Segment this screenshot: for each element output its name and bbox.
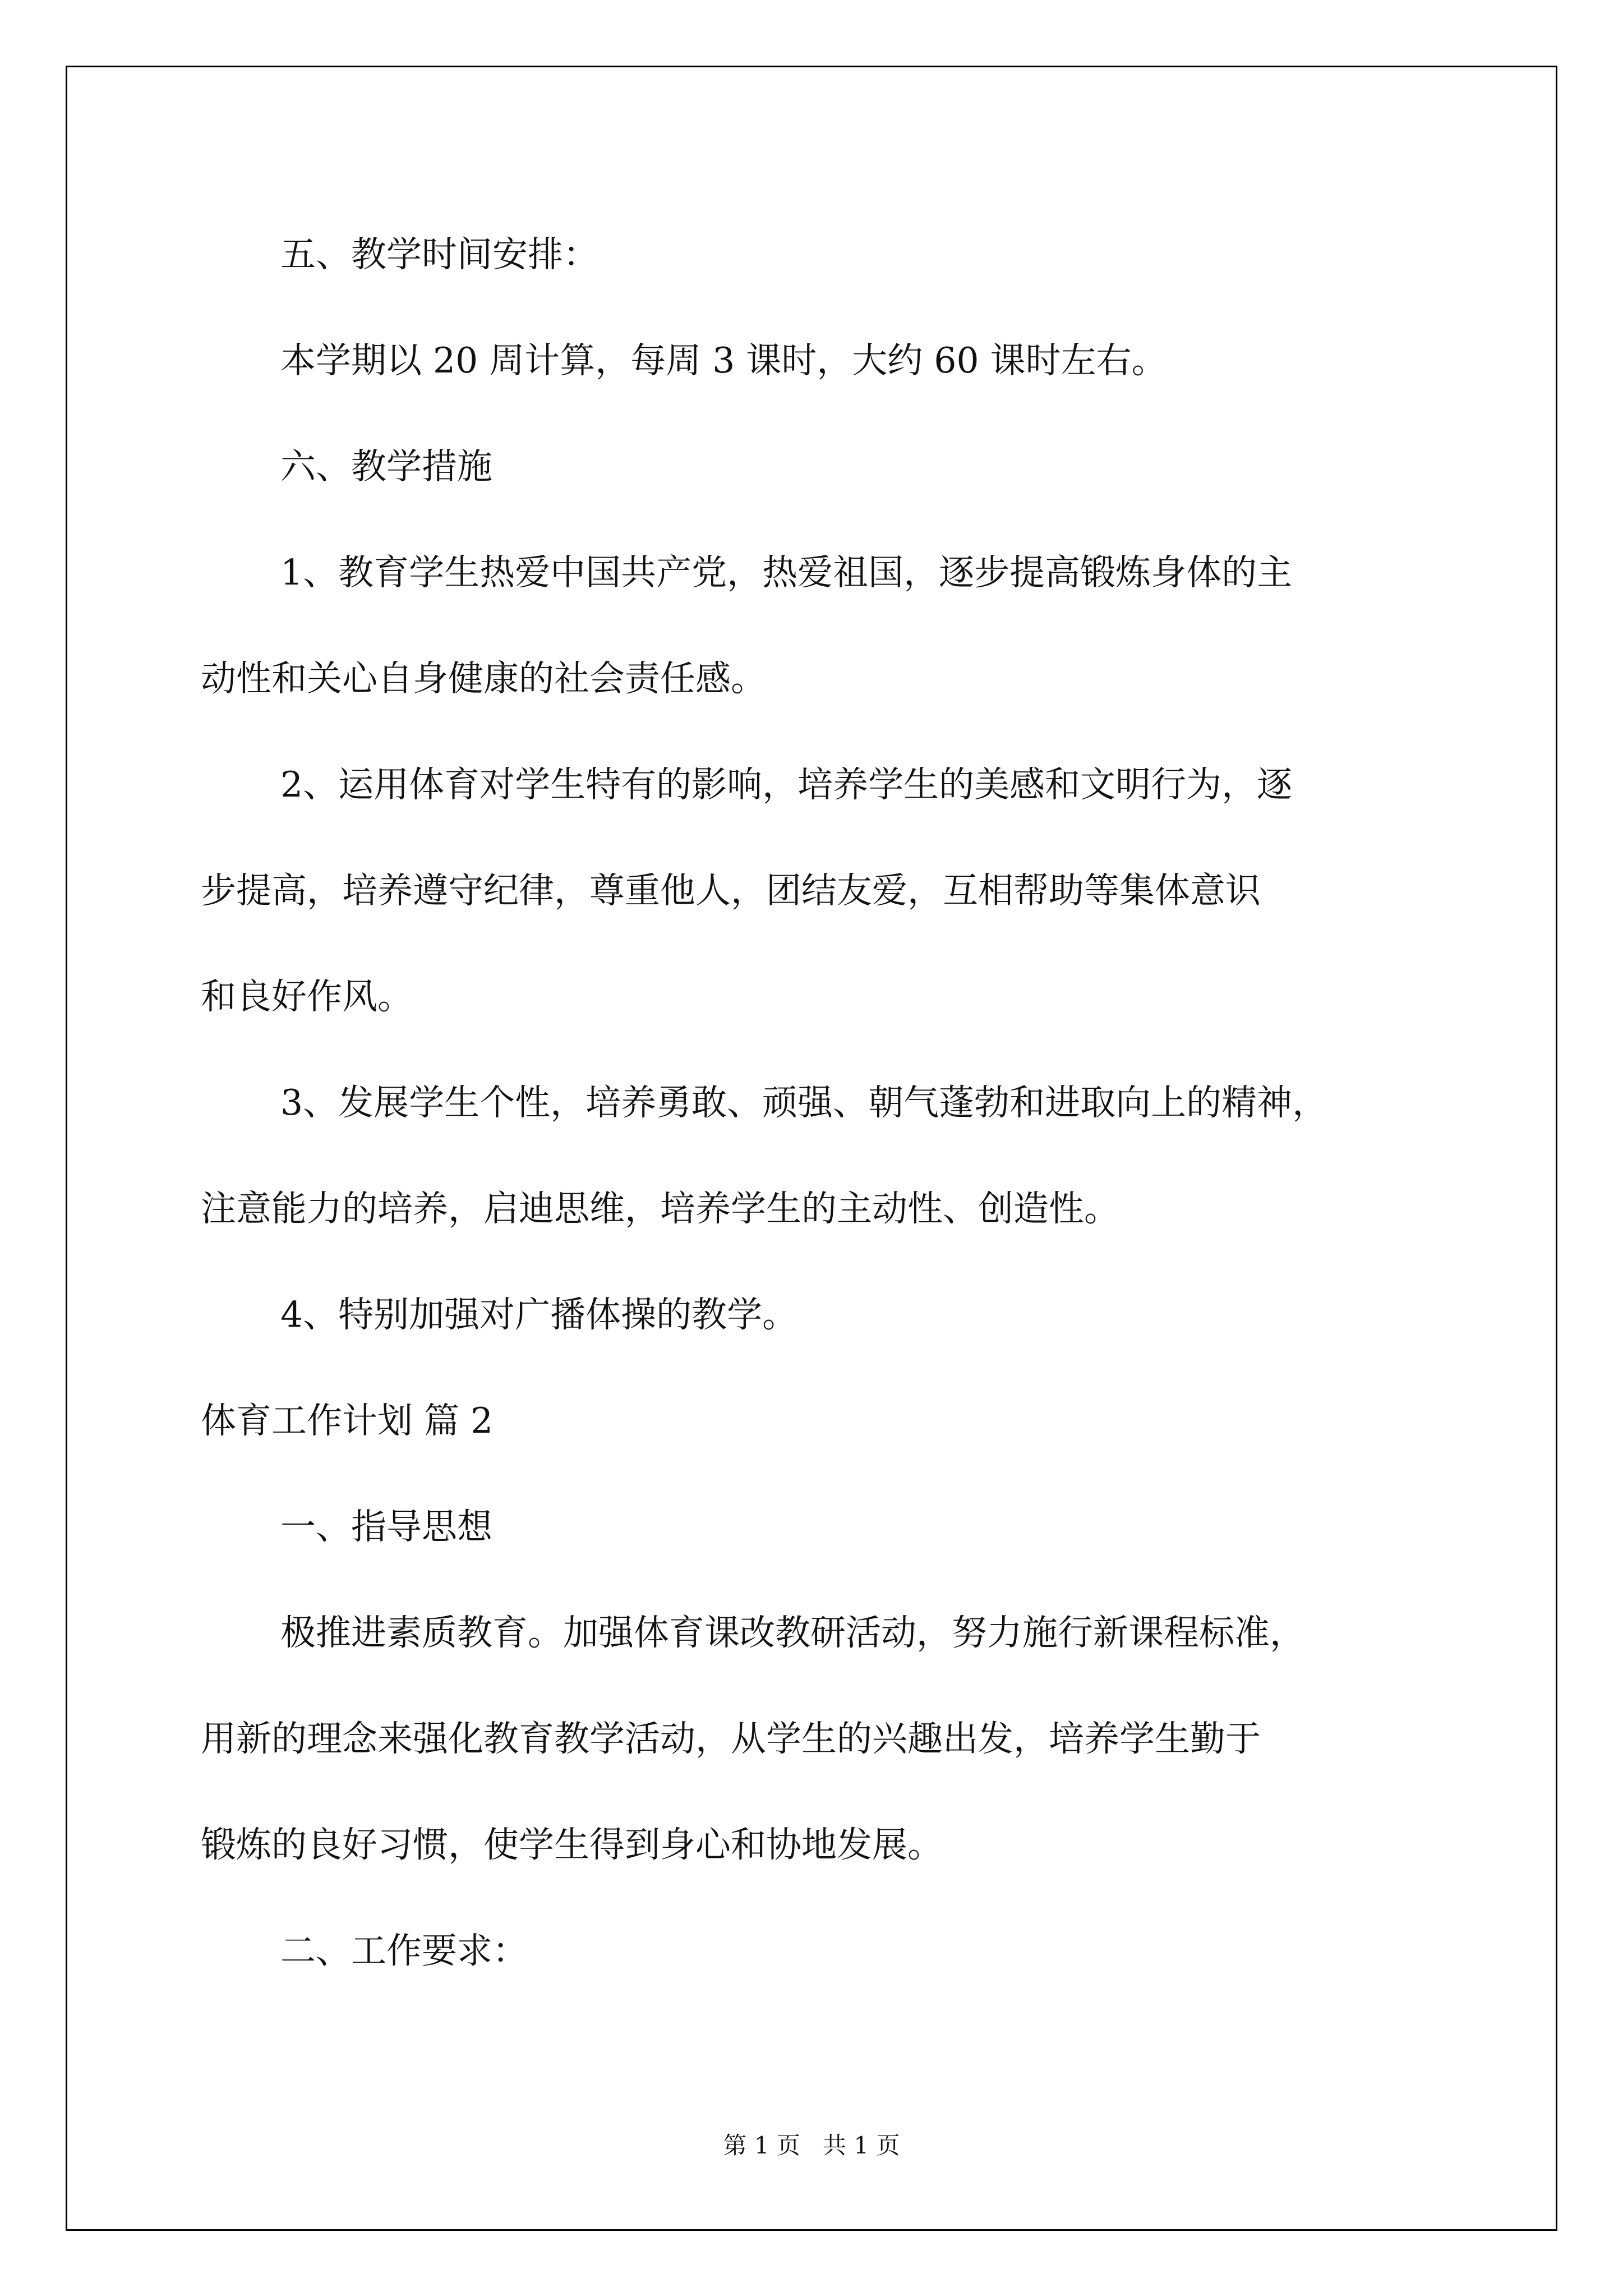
page-border <box>66 66 1557 2231</box>
paragraph-line: 动性和关心自身健康的社会责任感。 <box>201 658 766 699</box>
paragraph-line: 步提高，培养遵守纪律，尊重他人，团结友爱，互相帮助等集体意识 <box>201 870 1261 911</box>
section-heading-work-requirements: 二、工作要求： <box>280 1930 528 1971</box>
paragraph-line: 本学期以 20 周计算，每周 3 课时，大约 60 课时左右。 <box>280 340 1167 381</box>
page-number-footer: 第 1 页 共 1 页 <box>723 2132 900 2159</box>
paragraph-line: 2、运用体育对学生特有的影响，培养学生的美感和文明行为，逐 <box>280 764 1293 805</box>
article-title: 体育工作计划 篇 2 <box>201 1400 494 1441</box>
paragraph-line: 用新的理念来强化教育教学活动，从学生的兴趣出发，培养学生勤于 <box>201 1718 1261 1759</box>
paragraph-line: 锻炼的良好习惯，使学生得到身心和协地发展。 <box>201 1824 943 1865</box>
paragraph-line: 1、教育学生热爱中国共产党，热爱祖国，逐步提高锻炼身体的主 <box>280 552 1293 593</box>
paragraph-line: 3、发展学生个性，培养勇敢、顽强、朝气蓬勃和进取向上的精神， <box>280 1082 1328 1123</box>
paragraph-line: 注意能力的培养，启迪思维，培养学生的主动性、创造性。 <box>201 1188 1119 1229</box>
section-heading-teaching-schedule: 五、教学时间安排： <box>280 234 598 275</box>
section-heading-teaching-measures: 六、教学措施 <box>280 446 492 487</box>
paragraph-line: 极推进素质教育。加强体育课改教研活动，努力施行新课程标准， <box>280 1612 1305 1653</box>
paragraph-line: 4、特别加强对广播体操的教学。 <box>280 1294 798 1335</box>
paragraph-line: 和良好作风。 <box>201 976 413 1017</box>
section-heading-guiding-ideology: 一、指导思想 <box>280 1506 492 1547</box>
